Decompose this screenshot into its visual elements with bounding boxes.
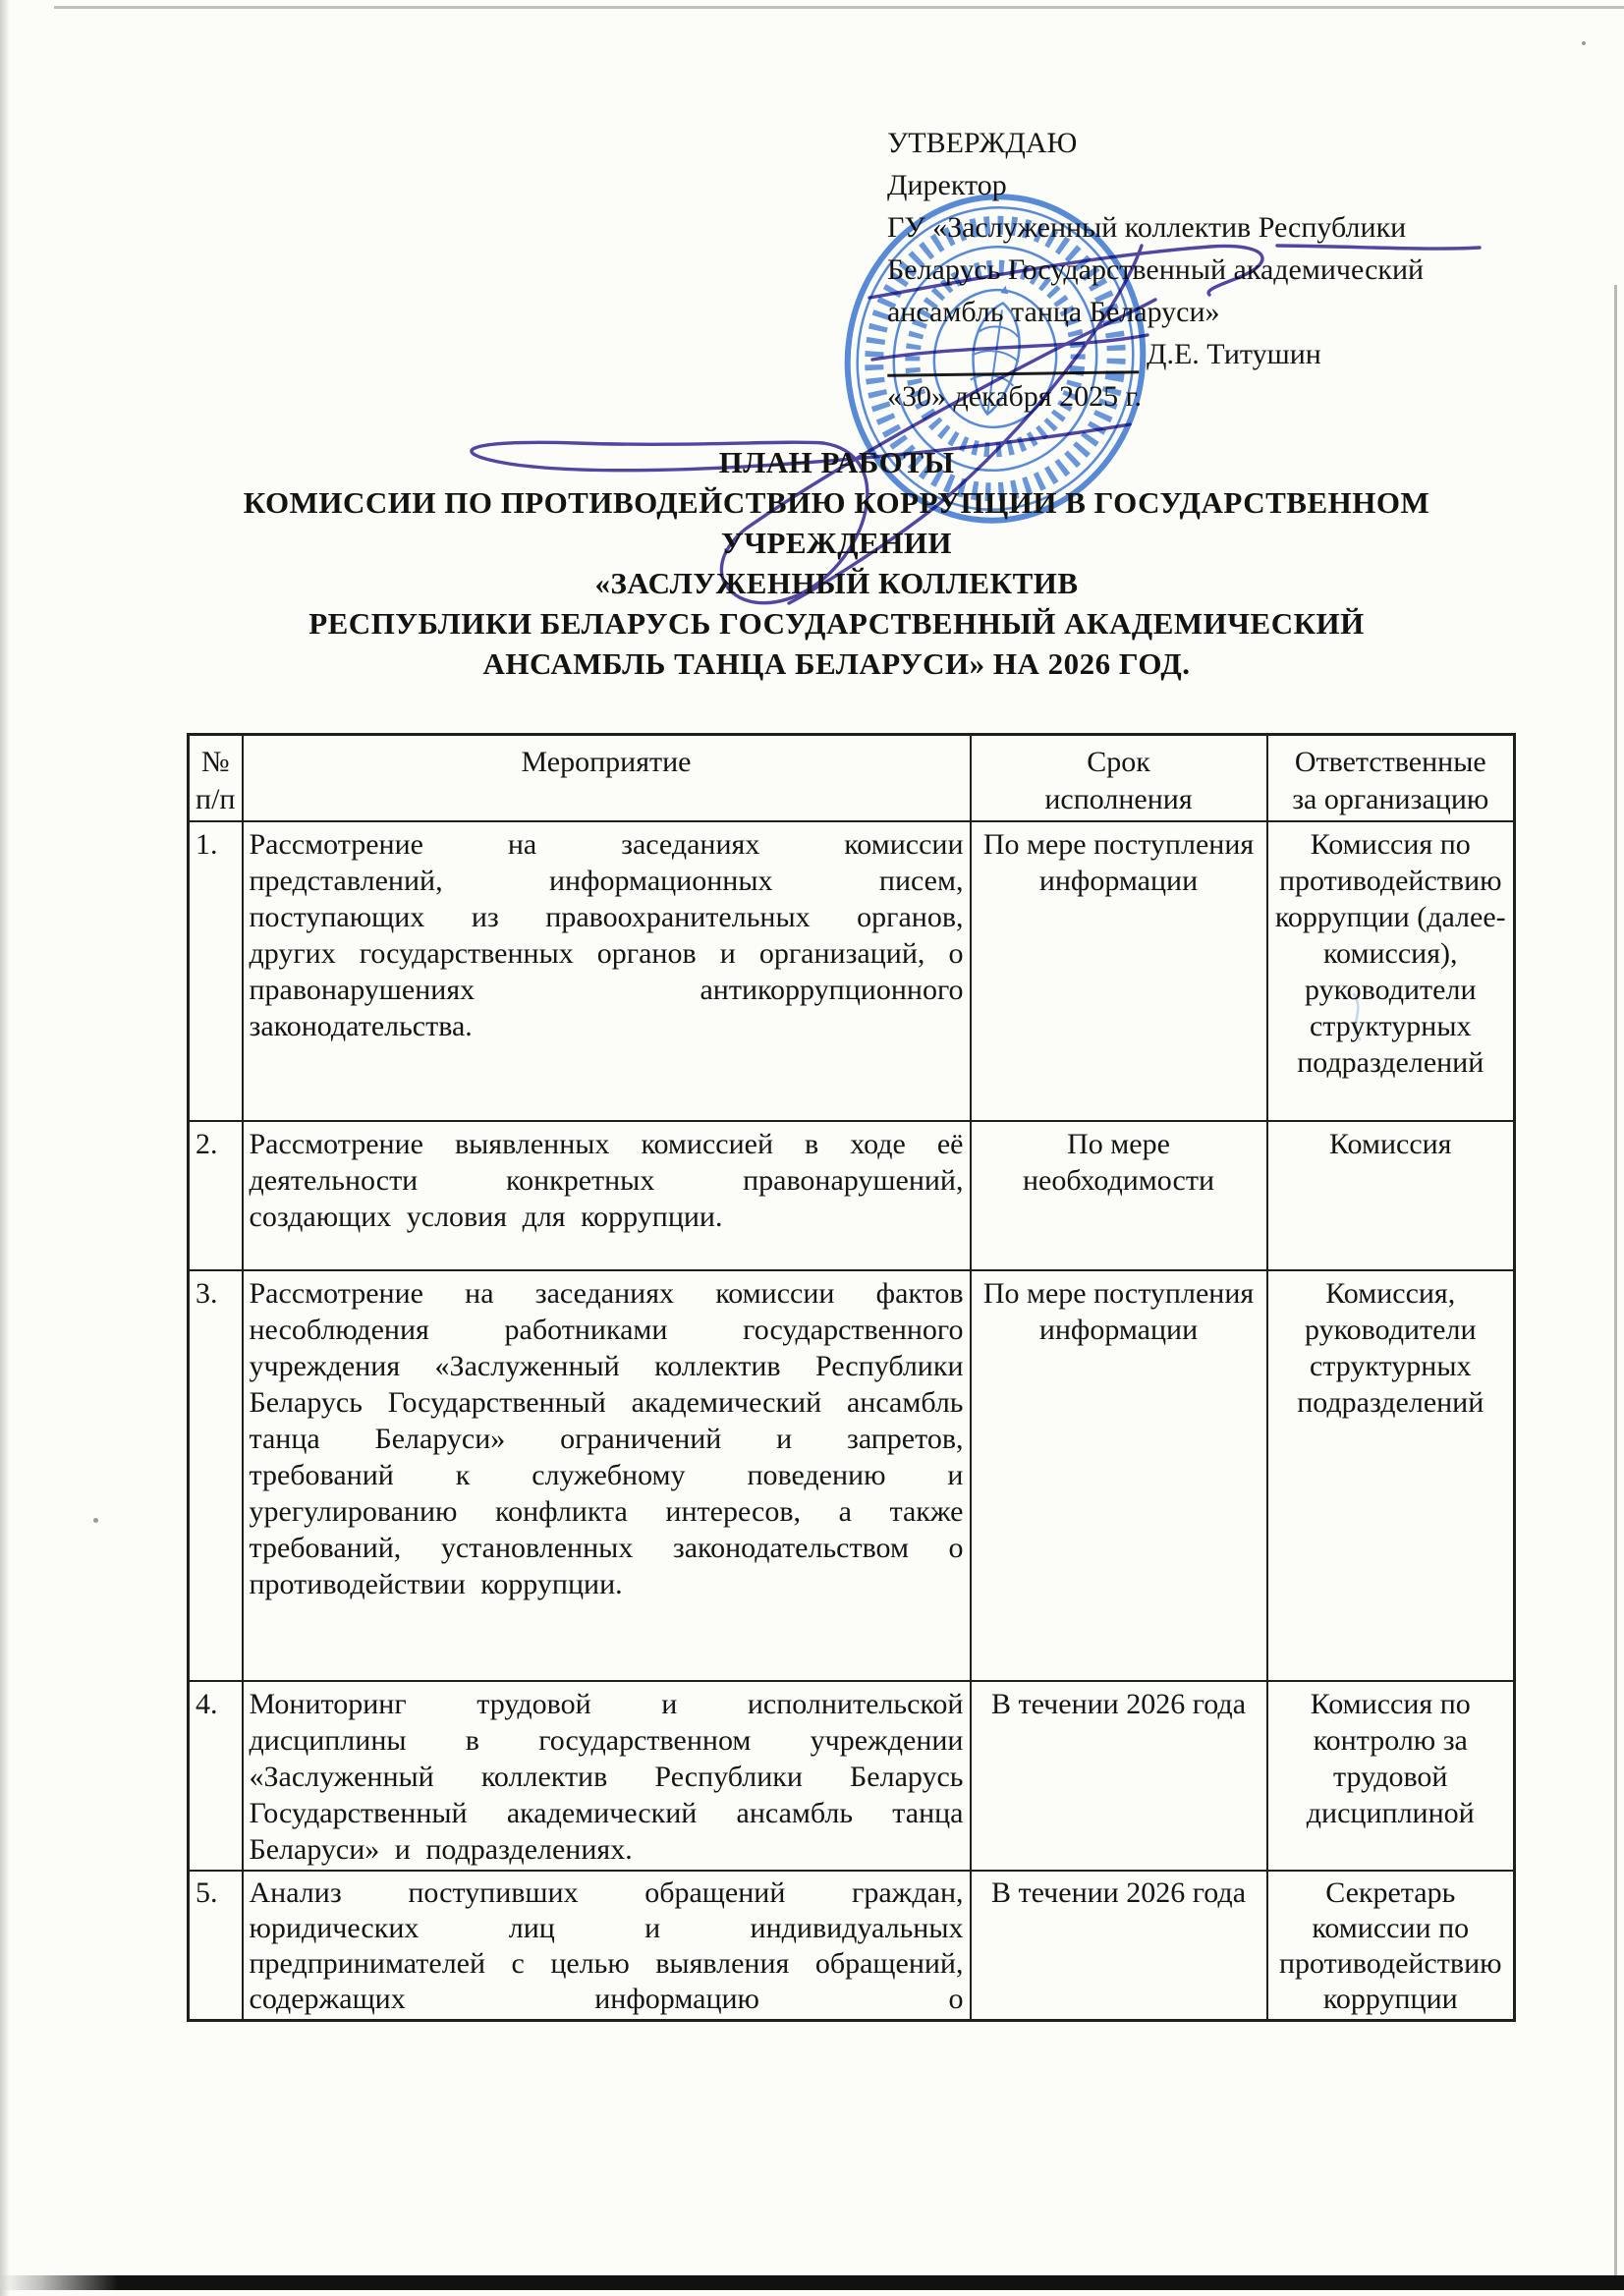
approval-line-org-2: Беларусь Государственный академический — [887, 253, 1425, 286]
row-activity: Рассмотрение выявленных комиссией в ходе её деятельности конкретных правонарушений, создающих условия для коррупции. — [243, 1121, 971, 1270]
row-num: 2. — [189, 1121, 243, 1270]
row-activity: Мониторинг трудовой и исполнительской дисциплины в государственном учреждении «Заслуженный коллектив Республики Беларусь Государственный академический ансамбль танца Беларуси» и подразделениях. — [243, 1681, 971, 1871]
approval-line-org-1: ГУ «Заслуженный коллектив Республики — [887, 211, 1407, 244]
row-activity: Рассмотрение на заседаниях комиссии представлений, информационных писем, поступающих из правоохранительных органов, других государственных органов и организаций, о правонарушениях антикоррупционного законодательства. — [243, 821, 971, 1121]
table-row — [189, 1681, 1515, 1871]
title-line-6: АНСАМБЛЬ ТАНЦА БЕЛАРУСИ» НА 2026 ГОД. — [482, 646, 1191, 681]
row-deadline: По мере необходимости — [971, 1121, 1267, 1270]
title-line-5: РЕСПУБЛИКИ БЕЛАРУСЬ ГОСУДАРСТВЕННЫЙ АКАДЕМИЧЕСКИЙ — [308, 606, 1365, 641]
row-activity: Анализ поступивших обращений граждан, юридических лиц и индивидуальных предпринимателей с целью выявления обращений, содержащих информацию о — [243, 1871, 971, 2021]
row-deadline: По мере поступления информации — [971, 821, 1267, 1121]
table-row — [189, 1121, 1515, 1270]
approval-line-approved: УТВЕРЖДАЮ — [887, 127, 1078, 159]
row-responsible: Секретарь комиссии по противодействию коррупции — [1267, 1871, 1515, 2021]
table-header-row — [189, 735, 1515, 822]
row-num: 5. — [189, 1871, 243, 2021]
row-activity: Рассмотрение на заседаниях комиссии фактов несоблюдения работниками государственного учреждения «Заслуженный коллектив Республики Беларусь Государственный академический ансамбль танца Беларуси» ограничений и запретов, требований к служебному поведению и урегулированию конфликта интересов, а также требований, установленных законодательством о противодействии коррупции. — [243, 1270, 971, 1681]
title-line-1: ПЛАН РАБОТЫ — [718, 445, 955, 479]
plan-table — [187, 733, 1516, 2022]
row-responsible: Комиссия по контролю за трудовой дисциплиной — [1267, 1681, 1515, 1871]
table-row — [189, 1871, 1515, 2021]
document-title — [49, 442, 1624, 684]
row-num: 3. — [189, 1270, 243, 1681]
title-line-4: «ЗАСЛУЖЕННЫЙ КОЛЛЕКТИВ — [594, 566, 1079, 600]
header-responsible: Ответственные за организацию — [1267, 735, 1515, 822]
header-deadline: Срок исполнения — [971, 735, 1267, 822]
row-responsible: Комиссия — [1267, 1121, 1515, 1270]
title-line-2: КОМИССИИ ПО ПРОТИВОДЕЙСТВИЮ КОРРУПЦИИ В ГОСУДАРСТВЕННОМ — [243, 485, 1430, 520]
table-row — [189, 1270, 1515, 1681]
row-num: 1. — [189, 821, 243, 1121]
header-num: № п/п — [189, 735, 243, 822]
approval-line-director: Директор — [887, 169, 1007, 201]
signature-name: Д.Е. Титушин — [1147, 338, 1321, 370]
row-deadline: В течении 2026 года — [971, 1871, 1267, 2021]
approval-date: «30» декабря 2025 г. — [887, 380, 1142, 413]
row-responsible: Комиссия, руководители структурных подразделений — [1267, 1270, 1515, 1681]
row-num: 4. — [189, 1681, 243, 1871]
approval-line-org-3: ансамбль танца Беларуси» — [887, 296, 1220, 328]
row-responsible: Комиссия по противодействию коррупции (далее- комиссия), руководители структурных подразделений — [1267, 821, 1515, 1121]
title-line-3: УЧРЕЖДЕНИИ — [720, 526, 953, 560]
header-activity: Мероприятие — [243, 735, 971, 822]
row-deadline: По мере поступления информации — [971, 1270, 1267, 1681]
row-deadline: В течении 2026 года — [971, 1681, 1267, 1871]
table-row — [189, 821, 1515, 1121]
